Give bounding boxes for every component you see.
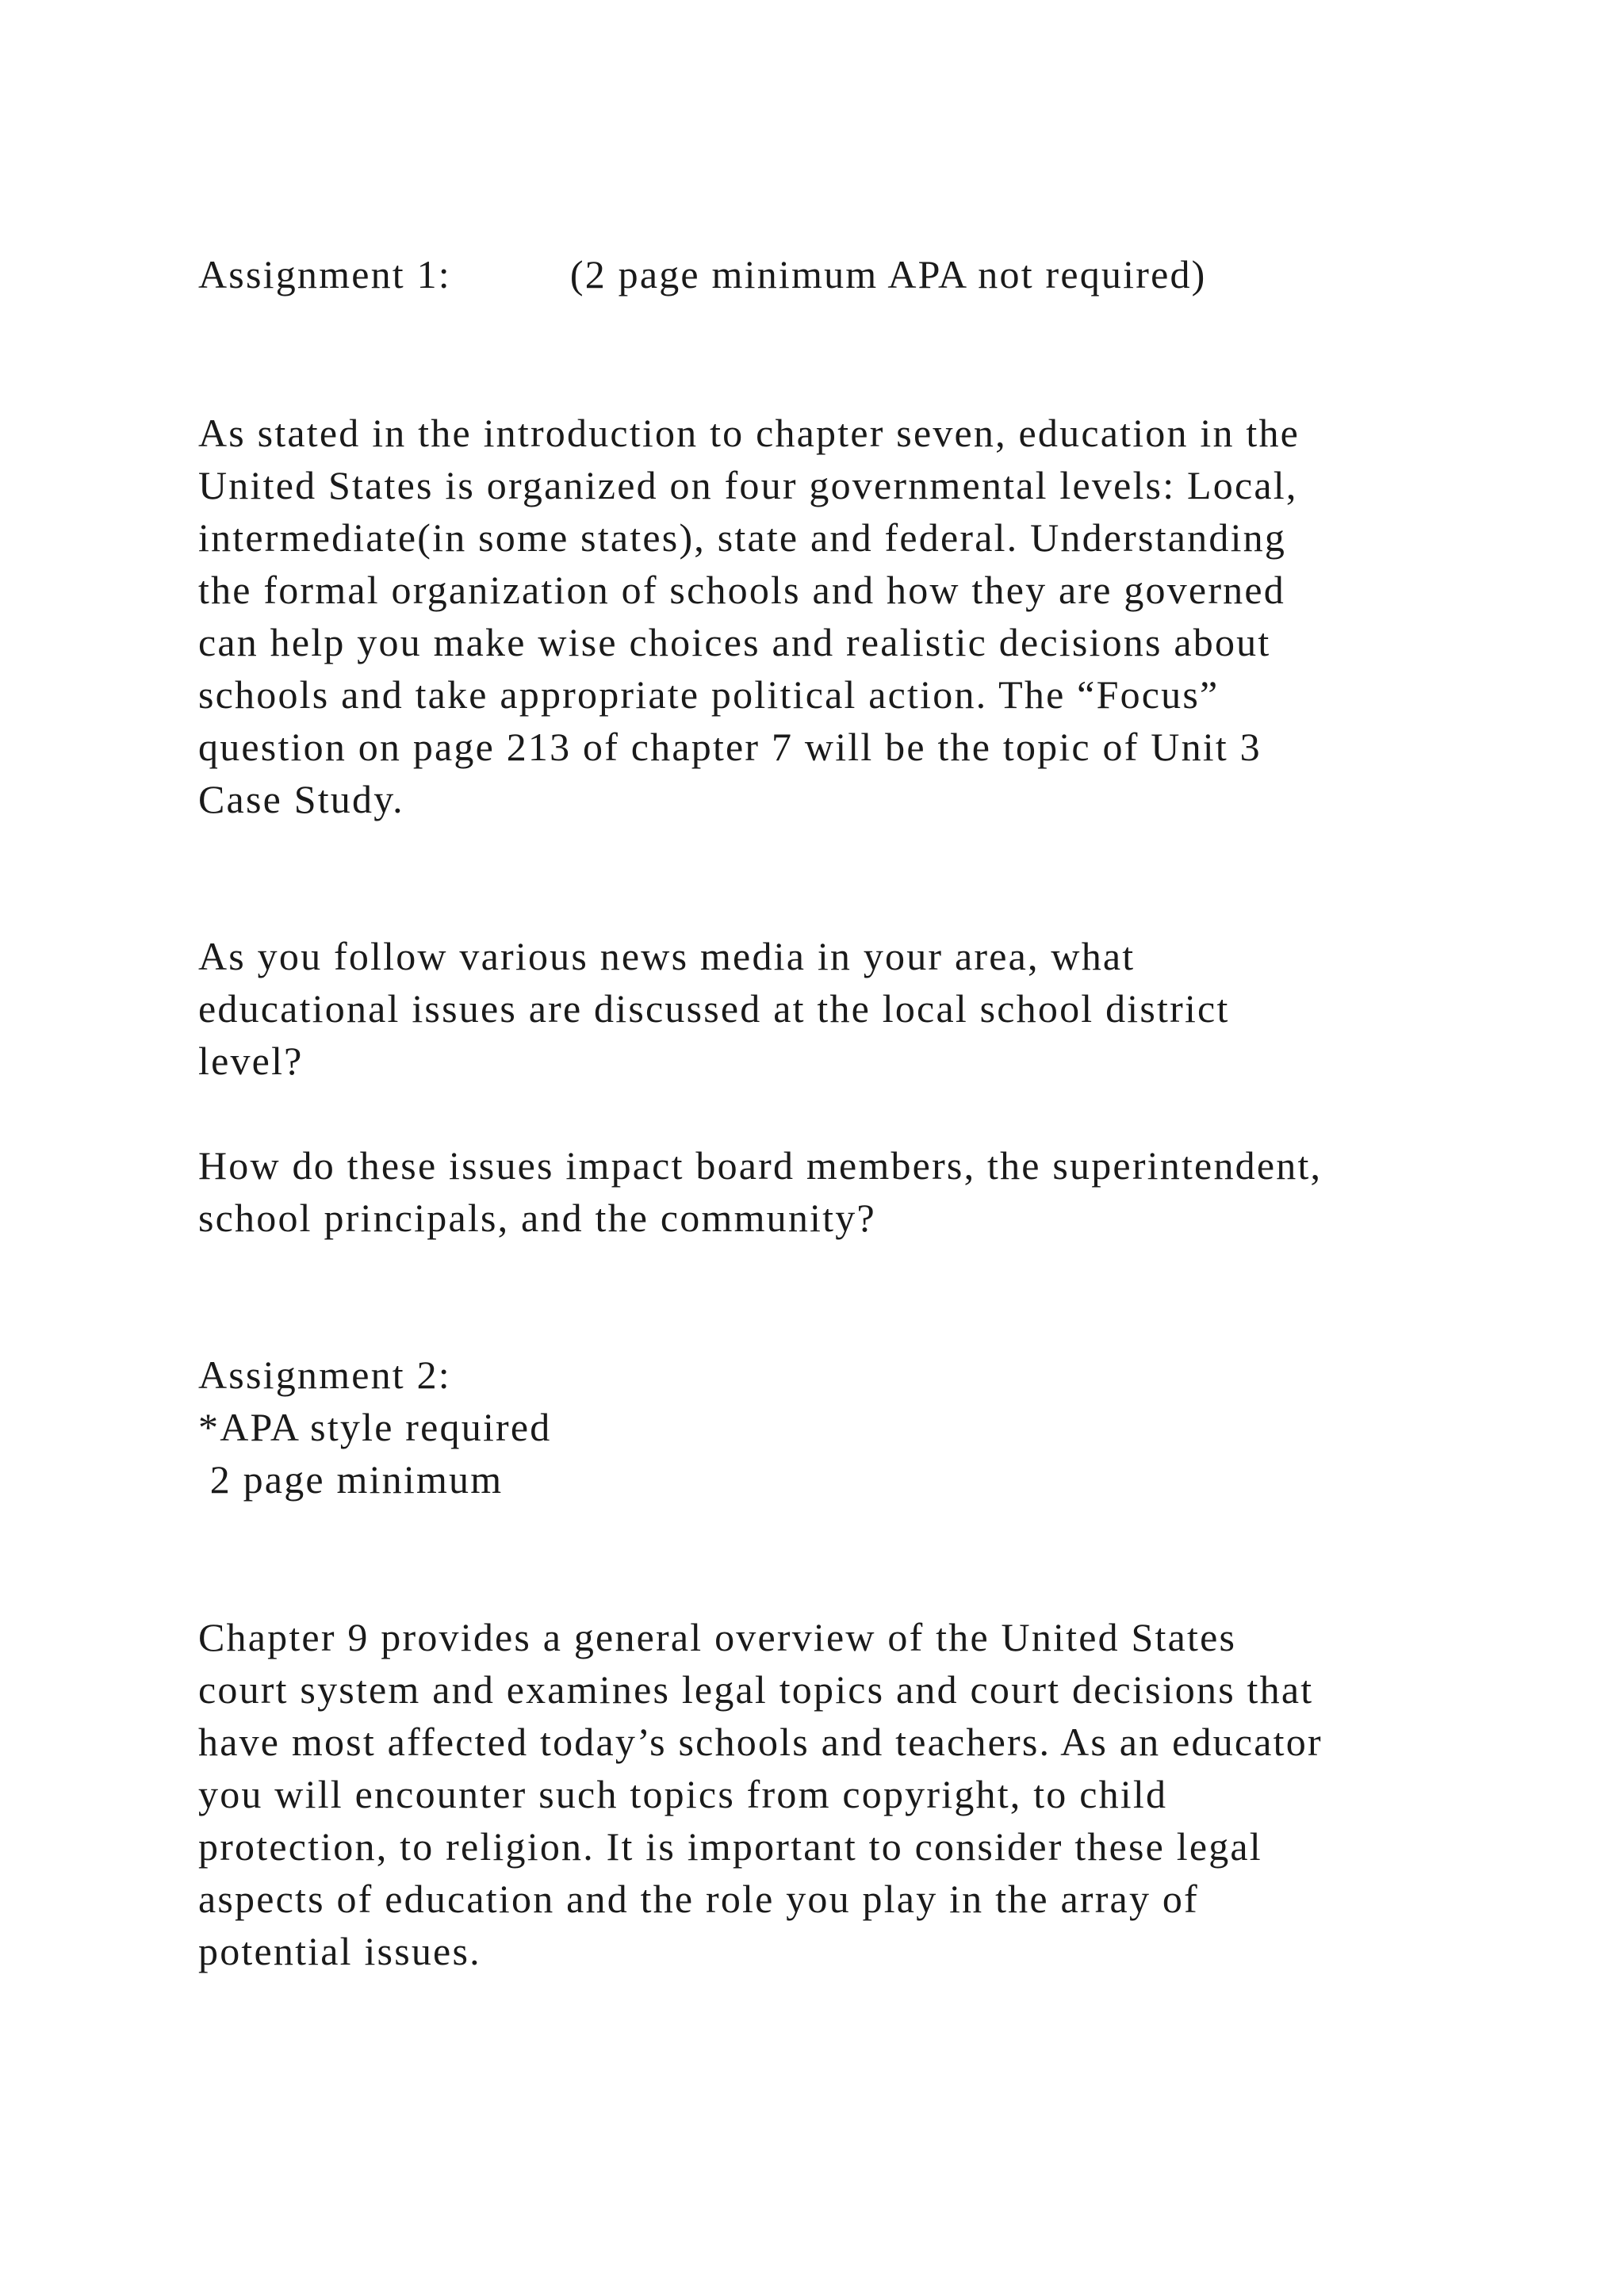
paragraph-line: court system and examines legal topics and court decisions that: [198, 1667, 1314, 1712]
paragraph-line: intermediate(in some states), state and federal. Understanding: [198, 515, 1287, 560]
assignment-1-note: (2 page minimum APA not required): [569, 252, 1207, 297]
paragraph-line: school principals, and the community?: [198, 1196, 876, 1240]
assignment-2-body-paragraph: [198, 1611, 1507, 1977]
paragraph-line: aspects of education and the role you play in the array of: [198, 1877, 1199, 1921]
paragraph-line: level?: [198, 1039, 304, 1083]
paragraph-line: As stated in the introduction to chapter seven, education in the: [198, 411, 1300, 455]
paragraph-line: question on page 213 of chapter 7 will be the topic of Unit 3: [198, 725, 1262, 769]
assignment-2-heading: Assignment 2:: [198, 1353, 451, 1397]
assignment-2-requirement-length: 2 page minimum: [198, 1457, 504, 1502]
assignment-1-heading-row: [198, 248, 1207, 300]
paragraph-line: the formal organization of schools and how they are governed: [198, 568, 1285, 612]
paragraph-line: protection, to religion. It is important to consider these legal: [198, 1824, 1262, 1869]
paragraph-line: Case Study.: [198, 777, 404, 821]
paragraph-line: How do these issues impact board members, the superintendent,: [198, 1143, 1323, 1188]
assignment-2-requirement-apa: *APA style required: [198, 1405, 552, 1449]
paragraph-line: educational issues are discussed at the local school district: [198, 986, 1230, 1031]
paragraph-line: Chapter 9 provides a general overview of the United States: [198, 1615, 1237, 1659]
assignment-1-intro-paragraph: [198, 407, 1507, 825]
paragraph-line: you will encounter such topics from copyright, to child: [198, 1772, 1168, 1816]
assignment-2-header: [198, 1349, 1507, 1506]
paragraph-line: As you follow various news media in your area, what: [198, 934, 1136, 978]
assignment-1-question-1: [198, 930, 1507, 1087]
paragraph-line: can help you make wise choices and realistic decisions about: [198, 620, 1271, 664]
paragraph-line: United States is organized on four governmental levels: Local,: [198, 463, 1298, 507]
paragraph-line: potential issues.: [198, 1929, 481, 1973]
paragraph-line: schools and take appropriate political action. The “Focus”: [198, 672, 1220, 717]
assignment-1-question-2: [198, 1139, 1507, 1244]
paragraph-line: have most affected today’s schools and teachers. As an educator: [198, 1720, 1323, 1764]
assignment-1-heading: Assignment 1:: [198, 252, 451, 297]
